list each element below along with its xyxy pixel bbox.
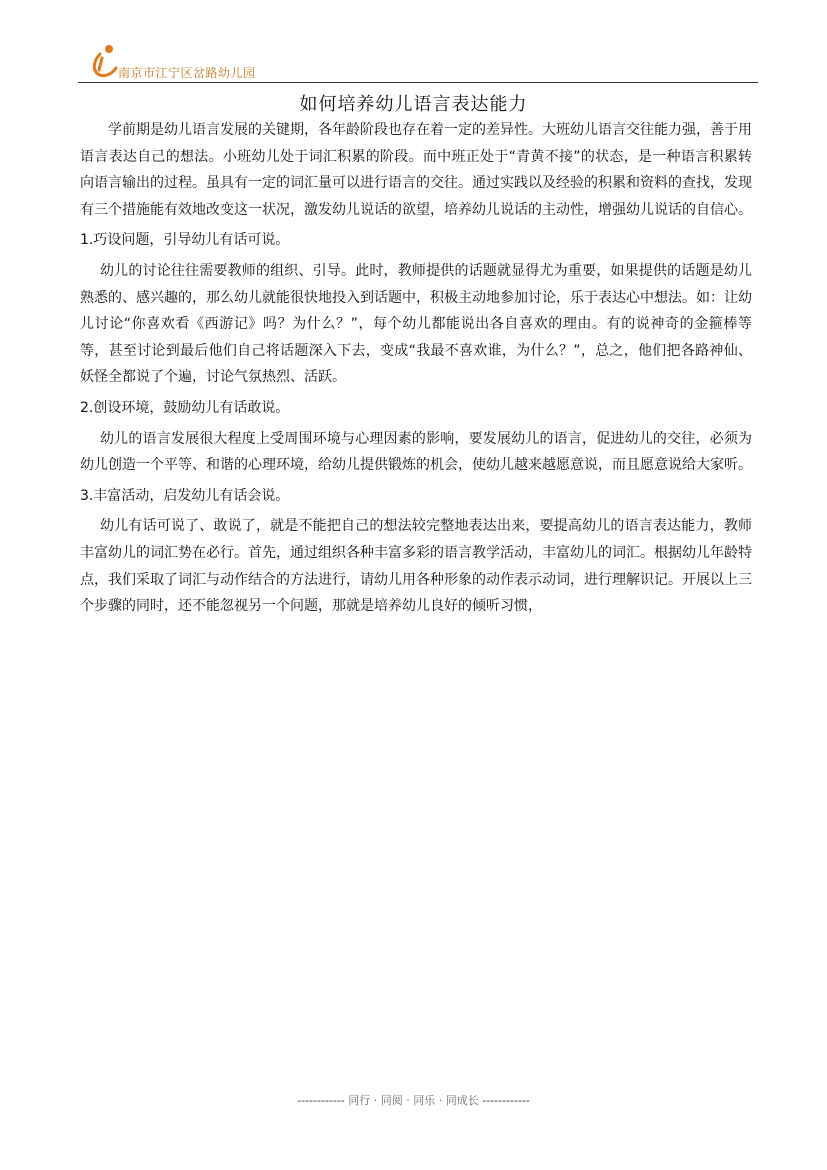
section-paragraph: 幼儿有话可说了、敢说了，就是不能把自己的想法较完整地表达出来，要提高幼儿的语言表达能力，教师丰富幼儿的词汇势在必行。首先，通过组织各种丰富多彩的语言教学活动，丰富幼儿的词汇。根据幼儿年龄特点，我们采取了词汇与动作结合的方法进行，请幼儿用各种形象的动作表示动词，进行理解识记。开展以上三个步骤的同时，还不能忽视另一个问题，那就是培养幼儿良好的倾听习惯，: [80, 518, 752, 615]
school-name: 南京市江宁区岔路幼儿园: [118, 66, 256, 80]
document-title: 如何培养幼儿语言表达能力: [299, 94, 528, 115]
section-heading: 1.巧设问题，引导幼儿有话可说。: [80, 232, 290, 249]
document-body: [80, 117, 752, 620]
footer-dashes-right: ------------: [482, 1094, 530, 1107]
section-paragraph: 幼儿的讨论往往需要教师的组织、引导。此时，教师提供的话题就显得尤为重要，如果提供的话题是幼儿熟悉的、感兴趣的，那么幼儿就能很快地投入到话题中，积极主动地参加讨论，乐于表达心中想法。如：让幼儿讨论“你喜欢看《西游记》吗？为什么？”，每个幼儿都能说出各自喜欢的理由。有的说神奇的金箍棒等等，甚至讨论到最后他们自己将话题深入下去，变成“我最不喜欢谁，为什么？”，总之，他们把各路神仙、妖怪全都说了个遍，讨论气氛热烈、活跃。: [80, 262, 752, 386]
footer-dashes-left: ------------: [297, 1094, 345, 1107]
section-heading: 2.创设环境，鼓励幼儿有话敢说。: [80, 399, 290, 416]
page-footer: [0, 1092, 827, 1108]
header-divider: [78, 82, 758, 83]
intro-paragraph: 学前期是幼儿语言发展的关键期，各年龄阶段也存在着一定的差异性。大班幼儿语言交往能力强，善于用语言表达自己的想法。小班幼儿处于词汇积累的阶段。而中班正处于“青黄不接”的状态，是一种语言积累转向语言输出的过程。虽具有一定的词汇量可以进行语言的交往。通过实践以及经验的积累和资料的查找，发现有三个措施能有效地改变这一状况，激发幼儿说话的欲望，培养幼儿说话的主动性，增强幼儿说话的自信心。: [80, 122, 752, 218]
section-paragraph: 幼儿的语言发展很大程度上受周围环境与心理因素的影响，要发展幼儿的语言，促进幼儿的交往，必须为幼儿创造一个平等、和谐的心理环境，给幼儿提供锻炼的机会，使幼儿越来越愿意说，而且愿意说给大家听。: [80, 430, 752, 474]
section-heading: 3.丰富活动，启发幼儿有话会说。: [80, 487, 290, 504]
page-header: [78, 42, 758, 84]
kindergarten-logo-icon: [90, 44, 118, 78]
footer-slogan: 同行 · 同阅 · 同乐 · 同成长: [348, 1094, 479, 1107]
